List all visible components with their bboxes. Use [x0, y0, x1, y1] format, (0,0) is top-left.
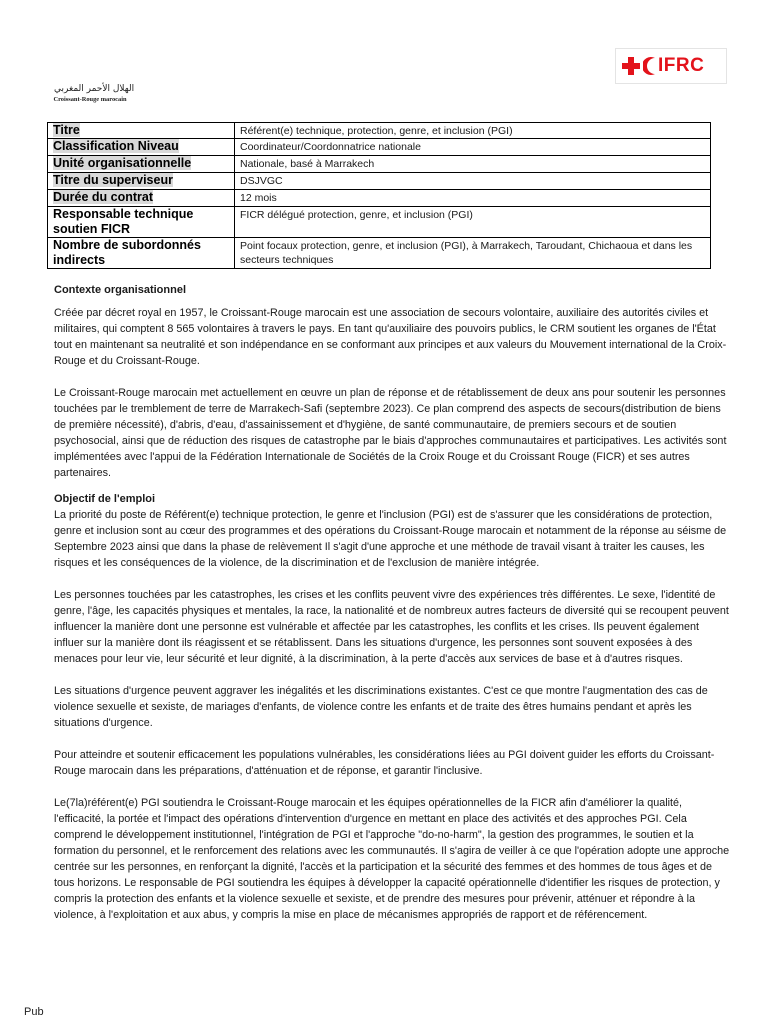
row-value: DSJVGC: [235, 173, 711, 190]
row-label: Unité organisationnelle: [53, 156, 192, 170]
table-row: [48, 190, 711, 207]
crescent-icon: [72, 42, 108, 82]
paragraph: Les situations d'urgence peuvent aggraver les inégalités et les discriminations existantes. C'est ce que montre l'augmentation des cas de violence sexuelle et sexiste, de mariages d'enfants, de violence contre les enfants et de traite des êtres humains pendant et après les situations d'urgence.: [54, 685, 708, 729]
table-row: [48, 156, 711, 173]
section-heading-context: Contexte organisationnel: [54, 284, 187, 296]
row-label: Classification Niveau: [53, 139, 179, 153]
paragraph: Le(7la)référent(e) PGI soutiendra le Croissant-Rouge marocain et les équipes opérationnelles de la FICR afin d'améliorer la qualité, l'efficacité, la portée et l'impact des opérations d'intervention d'urgence en mettant en place des activités et des approches PGI. Cela comprend le développement institutionnel, l'intégration de PGI et l'approche "do-no-harm", la gestion des programmes, le soutien et la formation du personnel, et le renforcement des relations avec les communautés. Il s'agira de veiller à ce que l'opération adopte une approche centrée sur les personnes, en renforçant la dignité, l'accès et la participation et la sécurité des femmes et des hommes de tous âges et de tous horizons. Le responsable de PGI soutiendra les équipes à développer la capacité opérationnelle d'identifier les risques de protection, y compris la protection des enfants et la violence sexuelle et sexiste, et de prendre des mesures pour prévenir, atténuer et répondre à la violence, à l'exploitation et aux abus, y compris la mise en place de mécanismes appropriés de rapport et de référencement.: [54, 797, 730, 921]
paragraph: Pour atteindre et soutenir efficacement les populations vulnérables, les considérations liées au PGI doivent guider les efforts du Croissant-Rouge marocain dans les préparations, d'atténuation et de réponse, et garantir l'inclusive.: [54, 749, 715, 777]
row-value: Référent(e) technique, protection, genre, et inclusion (PGI): [235, 123, 711, 139]
paragraph: Le Croissant-Rouge marocain met actuellement en œuvre un plan de réponse et de rétablissement de deux ans pour soutenir les personnes touchées par le tremblement de terre de Marrakech-Safi (septembre 2023). Ce plan comprend des aspects de secours(distribution de biens de première nécessité), d'abris, d'eau, d'assainissement et d'hygiène, de santé communautaire, de premiers secours et de soutien psychosocial, ainsi que de réduction des risques de catastrophe par le biais d'approches communautaires et participatives. Les activités sont implémentées avec l'appui de la Fédération Internationale de Sociétés de la Croix Rouge et du Croissant Rouge (FICR) et ses autres partenaires.: [54, 387, 727, 479]
row-value: 12 mois: [235, 190, 711, 207]
red-crescent-icon: [643, 57, 657, 75]
row-label: Nombre de subordonnés indirects: [53, 238, 201, 267]
table-row: [48, 173, 711, 190]
ifrc-logo-text: IFRC: [658, 55, 705, 76]
paragraph: La priorité du poste de Référent(e) technique protection, le genre et l'inclusion (PGI) est de s'assurer que les considérations de protection, genre et inclusion sont au cœur des programmes et des opérations du Croissant-Rouge marocain et notamment de la réponse au séisme de Septembre 2023 ainsi que dans la phase de relèvement Il s'agit d'une approche et une méthode de travail visant à traiter les causes, les risques et les conséquences de la violence, de la discrimination et de l'exclusion de manière intégrée.: [54, 509, 727, 569]
red-cross-icon: [622, 57, 640, 75]
table-row: [48, 207, 711, 238]
paragraph: Les personnes touchées par les catastrophes, les crises et les conflits peuvent vivre des expériences très différentes. Le sexe, l'identité de genre, l'âge, les capacités physiques et mentales, la race, la nationalité et de nombreux autres facteurs de diversité qui se recoupent peuvent influencer la manière dont une personne est vulnérable et affectée par les catastrophes, les conflits et les crises. Ils peuvent également influer sur la manière dont ils réagissent et se rétablissent. Dans les situations d'urgence, les personnes sont souvent exposées à des menaces pour leur vie, leur sécurité et leur dignité, à la discrimination, à la perte d'accès aux services de base et à d'autres risques.: [54, 589, 729, 665]
table-row: [48, 123, 711, 139]
crm-logo-arabic: الهلال الأحمر المغربي: [54, 84, 135, 94]
document-body: [54, 282, 730, 923]
crm-logo: [50, 42, 135, 104]
row-value: Nationale, basé à Marrakech: [235, 156, 711, 173]
row-value: FICR délégué protection, genre, et inclusion (PGI): [235, 207, 711, 238]
row-label: Durée du contrat: [53, 190, 154, 204]
paragraph: Créée par décret royal en 1957, le Croissant-Rouge marocain est une association de secours volontaire, auxiliaire des autorités civiles et militaires, qui comptent 8 565 volontaires à travers le pays. En tant qu'auxiliaire des pouvoirs publics, le CRM soutient les organes de l'État tout en maintenant sa neutralité et son indépendance en se conformant aux principes et aux valeurs du Mouvement international de la Croix-Rouge et du Croissant-Rouge.: [54, 307, 727, 367]
footer-label: Pub: [24, 1006, 44, 1018]
row-label: Titre: [53, 123, 80, 137]
table-row: [48, 139, 711, 156]
job-info-table: [47, 122, 711, 269]
section-heading-objective: Objectif de l'emploi: [54, 493, 156, 505]
row-label: Titre du superviseur: [53, 173, 173, 187]
row-label: Responsable technique soutien FICR: [53, 207, 194, 236]
row-value: Coordinateur/Coordonnatrice nationale: [235, 139, 711, 156]
row-value: Point focaux protection, genre, et inclusion (PGI), à Marrakech, Taroudant, Chichaoua et dans les secteurs techniques: [235, 238, 711, 269]
crm-logo-latin: Croissant-Rouge marocain: [53, 96, 127, 103]
table-row: [48, 238, 711, 269]
ifrc-logo: [615, 48, 727, 84]
